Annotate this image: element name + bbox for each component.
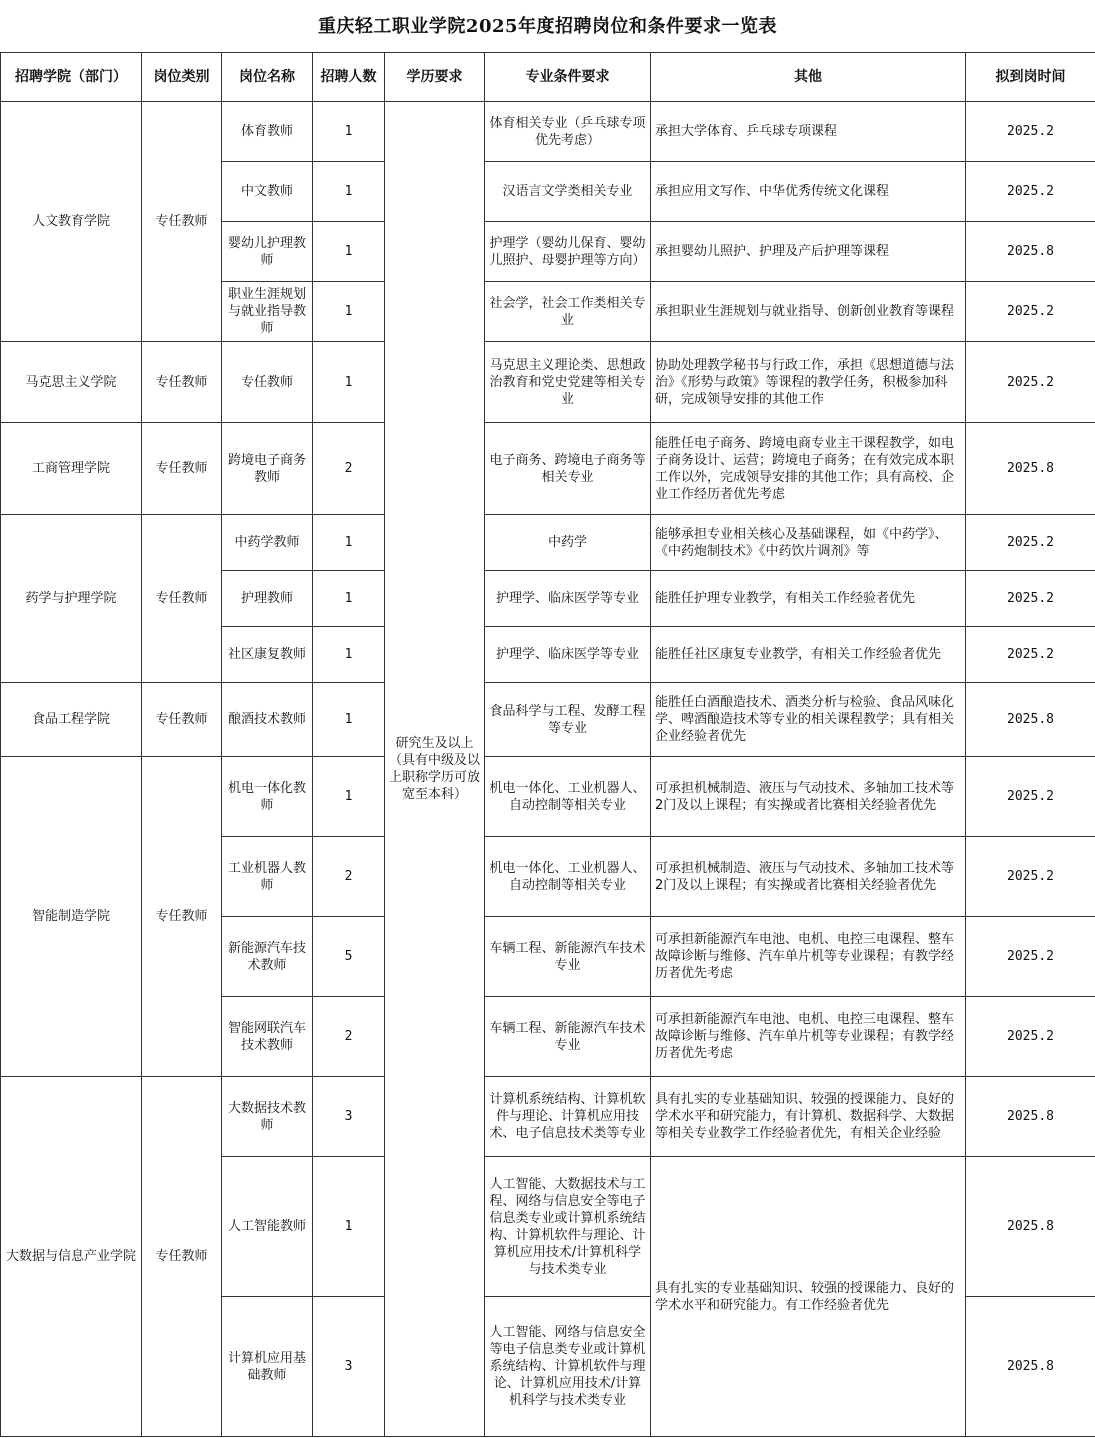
position-cell: 工业机器人教师 (222, 837, 313, 917)
major-cell: 护理学（婴幼儿保育、婴幼儿照护、母婴护理等方向） (485, 222, 651, 282)
position-cell: 婴幼儿护理教师 (222, 222, 313, 282)
count-cell: 5 (313, 917, 385, 997)
recruitment-table (0, 52, 1095, 1437)
major-cell: 人工智能、大数据技术与工程、网络与信息安全等电子信息类专业或计算机系统结构、计算机软件与理论、计算机应用技术/计算机科学与技术类专业 (485, 1157, 651, 1297)
position-cell: 专任教师 (222, 342, 313, 423)
count-cell: 1 (313, 342, 385, 423)
major-cell: 电子商务、跨境电子商务等相关专业 (485, 423, 651, 515)
major-cell: 中药学 (485, 515, 651, 571)
major-cell: 食品科学与工程、发酵工程等专业 (485, 683, 651, 757)
position-cell: 跨境电子商务教师 (222, 423, 313, 515)
other-cell: 能胜任护理专业教学，有相关工作经验者优先 (651, 571, 966, 627)
table-row (1, 757, 1095, 837)
major-cell: 机电一体化、工业机器人、自动控制等相关专业 (485, 837, 651, 917)
header-date: 拟到岗时间 (966, 53, 1095, 102)
other-cell: 可承担机械制造、液压与气动技术、多轴加工技术等2门及以上课程；有实操或者比赛相关经验者优先 (651, 757, 966, 837)
other-cell: 可承担新能源汽车电池、电机、电控三电课程、整车故障诊断与维修、汽车单片机等专业课程；有教学经历者优先考虑 (651, 917, 966, 997)
major-cell: 机电一体化、工业机器人、自动控制等相关专业 (485, 757, 651, 837)
other-cell: 能胜任电子商务、跨境电商专业主干课程教学，如电子商务设计、运营；跨境电子商务；在有效完成本职工作以外，完成领导安排的其他工作；具有高校、企业工作经历者优先考虑 (651, 423, 966, 515)
position-cell: 计算机应用基础教师 (222, 1297, 313, 1437)
position-cell: 机电一体化教师 (222, 757, 313, 837)
position-cell: 新能源汽车技术教师 (222, 917, 313, 997)
date-cell: 2025.8 (966, 683, 1095, 757)
page-title: 重庆轻工职业学院2025年度招聘岗位和条件要求一览表 (317, 16, 778, 37)
header-degree: 学历要求 (385, 53, 485, 102)
date-cell: 2025.2 (966, 627, 1095, 683)
major-cell: 社会学，社会工作类相关专业 (485, 282, 651, 342)
table-row (1, 423, 1095, 515)
date-cell: 2025.2 (966, 917, 1095, 997)
header-other: 其他 (651, 53, 966, 102)
department-cell: 药学与护理学院 (1, 515, 142, 683)
department-cell: 食品工程学院 (1, 683, 142, 757)
position-cell: 中文教师 (222, 162, 313, 222)
date-cell: 2025.8 (966, 1297, 1095, 1437)
date-cell: 2025.2 (966, 757, 1095, 837)
major-cell: 护理学、临床医学等专业 (485, 627, 651, 683)
date-cell: 2025.2 (966, 997, 1095, 1077)
major-cell: 护理学、临床医学等专业 (485, 571, 651, 627)
position-cell: 体育教师 (222, 102, 313, 162)
header-major: 专业条件要求 (485, 53, 651, 102)
count-cell: 3 (313, 1077, 385, 1157)
count-cell: 3 (313, 1297, 385, 1437)
major-cell: 汉语言文学类相关专业 (485, 162, 651, 222)
date-cell: 2025.2 (966, 282, 1095, 342)
other-cell: 能胜任社区康复专业教学，有相关工作经验者优先 (651, 627, 966, 683)
category-cell: 专任教师 (142, 515, 222, 683)
position-cell: 中药学教师 (222, 515, 313, 571)
category-cell: 专任教师 (142, 683, 222, 757)
degree-cell: 研究生及以上（具有中级及以上职称学历可放宽至本科） (385, 102, 485, 1437)
other-cell: 协助处理教学秘书与行政工作，承担《思想道德与法治》《形势与政策》等课程的教学任务，积极参加科研，完成领导安排的其他工作 (651, 342, 966, 423)
other-cell: 具有扎实的专业基础知识、较强的授课能力、良好的学术水平和研究能力。有工作经验者优先 (651, 1157, 966, 1437)
department-cell: 人文教育学院 (1, 102, 142, 342)
table-row (1, 683, 1095, 757)
category-cell: 专任教师 (142, 757, 222, 1077)
header-row (1, 53, 1095, 102)
category-cell: 专任教师 (142, 423, 222, 515)
count-cell: 1 (313, 571, 385, 627)
position-cell: 护理教师 (222, 571, 313, 627)
other-cell: 能够承担专业相关核心及基础课程，如《中药学》、《中药炮制技术》《中药饮片调剂》等 (651, 515, 966, 571)
position-cell: 大数据技术教师 (222, 1077, 313, 1157)
count-cell: 2 (313, 997, 385, 1077)
major-cell: 马克思主义理论类、思想政治教育和党史党建等相关专业 (485, 342, 651, 423)
date-cell: 2025.2 (966, 102, 1095, 162)
department-cell: 工商管理学院 (1, 423, 142, 515)
header-category: 岗位类别 (142, 53, 222, 102)
major-cell: 车辆工程、新能源汽车技术专业 (485, 917, 651, 997)
date-cell: 2025.2 (966, 515, 1095, 571)
other-cell: 承担职业生涯规划与就业指导、创新创业教育等课程 (651, 282, 966, 342)
date-cell: 2025.8 (966, 1077, 1095, 1157)
category-cell: 专任教师 (142, 342, 222, 423)
position-cell: 人工智能教师 (222, 1157, 313, 1297)
count-cell: 1 (313, 1157, 385, 1297)
date-cell: 2025.2 (966, 162, 1095, 222)
other-cell: 可承担机械制造、液压与气动技术、多轴加工技术等2门及以上课程；有实操或者比赛相关经验者优先 (651, 837, 966, 917)
date-cell: 2025.8 (966, 222, 1095, 282)
other-cell: 能胜任白酒酿造技术、酒类分析与检验、食品风味化学、啤酒酿造技术等专业的相关课程教学；具有相关企业经验者优先 (651, 683, 966, 757)
count-cell: 1 (313, 683, 385, 757)
header-count: 招聘人数 (313, 53, 385, 102)
position-cell: 智能网联汽车技术教师 (222, 997, 313, 1077)
department-cell: 马克思主义学院 (1, 342, 142, 423)
count-cell: 1 (313, 627, 385, 683)
table-row (1, 342, 1095, 423)
department-cell: 大数据与信息产业学院 (1, 1077, 142, 1437)
major-cell: 车辆工程、新能源汽车技术专业 (485, 997, 651, 1077)
table-row (1, 515, 1095, 571)
count-cell: 1 (313, 757, 385, 837)
table-row (1, 1077, 1095, 1157)
date-cell: 2025.2 (966, 342, 1095, 423)
count-cell: 1 (313, 282, 385, 342)
major-cell: 计算机系统结构、计算机软件与理论、计算机应用技术、电子信息技术类等专业 (485, 1077, 651, 1157)
other-cell: 具有扎实的专业基础知识、较强的授课能力、良好的学术水平和研究能力，有计算机、数据科学、大数据等相关专业教学工作经验者优先，有相关企业经验 (651, 1077, 966, 1157)
date-cell: 2025.2 (966, 837, 1095, 917)
date-cell: 2025.2 (966, 571, 1095, 627)
header-department: 招聘学院（部门） (1, 53, 142, 102)
category-cell: 专任教师 (142, 1077, 222, 1437)
major-cell: 人工智能、网络与信息安全等电子信息类专业或计算机系统结构、计算机软件与理论、计算机应用技术/计算机科学与技术类专业 (485, 1297, 651, 1437)
other-cell: 可承担新能源汽车电池、电机、电控三电课程、整车故障诊断与维修、汽车单片机等专业课程；有教学经历者优先考虑 (651, 997, 966, 1077)
count-cell: 2 (313, 423, 385, 515)
header-position: 岗位名称 (222, 53, 313, 102)
position-cell: 社区康复教师 (222, 627, 313, 683)
category-cell: 专任教师 (142, 102, 222, 342)
date-cell: 2025.8 (966, 423, 1095, 515)
table-row (1, 102, 1095, 162)
department-cell: 智能制造学院 (1, 757, 142, 1077)
other-cell: 承担大学体育、乒乓球专项课程 (651, 102, 966, 162)
count-cell: 2 (313, 837, 385, 917)
position-cell: 职业生涯规划与就业指导教师 (222, 282, 313, 342)
major-cell: 体育相关专业（乒乓球专项优先考虑） (485, 102, 651, 162)
count-cell: 1 (313, 102, 385, 162)
other-cell: 承担婴幼儿照护、护理及产后护理等课程 (651, 222, 966, 282)
count-cell: 1 (313, 515, 385, 571)
count-cell: 1 (313, 222, 385, 282)
other-cell: 承担应用文写作、中华优秀传统文化课程 (651, 162, 966, 222)
count-cell: 1 (313, 162, 385, 222)
position-cell: 酿酒技术教师 (222, 683, 313, 757)
date-cell: 2025.8 (966, 1157, 1095, 1297)
